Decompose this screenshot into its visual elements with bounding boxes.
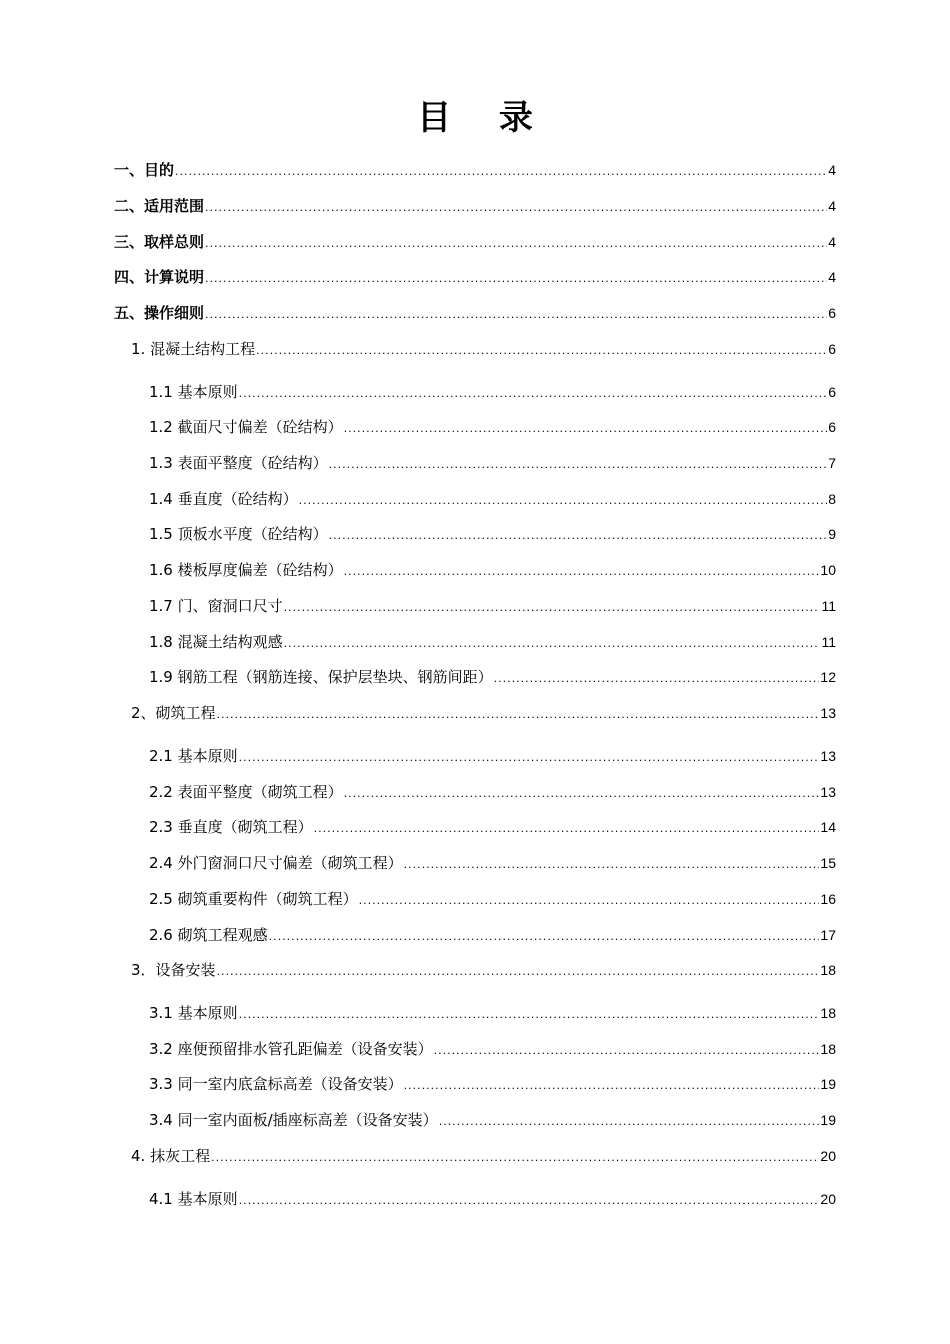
toc-entry-label: 1.7 门、窗洞口尺寸 xyxy=(149,597,283,615)
toc-page-number: 15 xyxy=(820,855,836,871)
toc-page-number: 6 xyxy=(828,419,836,435)
toc-page-number: 4 xyxy=(828,234,836,250)
dot-leader xyxy=(344,418,828,440)
toc-entry-label: 2.5 砌筑重要构件（砌筑工程） xyxy=(149,890,358,908)
dot-leader xyxy=(329,454,828,476)
toc-page-number: 18 xyxy=(820,962,836,978)
dot-leader xyxy=(494,668,820,690)
dot-leader xyxy=(359,890,820,912)
toc-entry[interactable] xyxy=(114,302,836,324)
toc-page-number: 19 xyxy=(820,1076,836,1092)
toc-page-number: 12 xyxy=(820,669,836,685)
toc-page-number: 13 xyxy=(820,784,836,800)
toc-entry[interactable] xyxy=(149,781,836,803)
dot-leader xyxy=(284,597,821,619)
toc-entry-label: 2.6 砌筑工程观感 xyxy=(149,926,268,944)
dot-leader xyxy=(239,1190,820,1212)
toc-page-number: 18 xyxy=(820,1041,836,1057)
toc-entry-label: 1. 混凝土结构工程 xyxy=(131,340,256,358)
toc-entry[interactable] xyxy=(149,745,836,767)
toc-entry-label: 三、取样总则 xyxy=(114,233,205,251)
dot-leader xyxy=(239,747,820,769)
toc-page-number: 14 xyxy=(820,819,836,835)
toc-entry[interactable] xyxy=(131,338,836,360)
toc-entry[interactable] xyxy=(149,888,836,910)
dot-leader xyxy=(175,161,827,183)
toc-page-number: 6 xyxy=(828,305,836,321)
toc-entry-label: 1.1 基本原则 xyxy=(149,383,238,401)
toc-entry-label: 3.4 同一室内面板/插座标高差（设备安装） xyxy=(149,1111,438,1129)
toc-page-number: 4 xyxy=(828,162,836,178)
toc-page-number: 7 xyxy=(828,455,836,471)
toc-entry[interactable] xyxy=(149,1002,836,1024)
toc-entry[interactable] xyxy=(149,1073,836,1095)
dot-leader xyxy=(217,704,820,726)
toc-page-number: 9 xyxy=(828,526,836,542)
dot-leader xyxy=(344,783,820,805)
dot-leader xyxy=(256,340,827,362)
dot-leader xyxy=(269,926,820,948)
toc-entry-label: 2.1 基本原则 xyxy=(149,747,238,765)
toc-entry[interactable] xyxy=(114,195,836,217)
toc-entry-label: 1.9 钢筋工程（钢筋连接、保护层垫块、钢筋间距） xyxy=(149,668,493,686)
toc-page-number: 19 xyxy=(820,1112,836,1128)
toc-page-number: 4 xyxy=(828,269,836,285)
dot-leader xyxy=(404,854,820,876)
toc-entry[interactable] xyxy=(149,1188,836,1210)
toc-entry[interactable] xyxy=(149,852,836,874)
dot-leader xyxy=(314,818,820,840)
toc-entry[interactable] xyxy=(149,452,836,474)
toc-page-number: 16 xyxy=(820,891,836,907)
toc-entry-label: 1.8 混凝土结构观感 xyxy=(149,633,283,651)
toc-page-number: 13 xyxy=(820,748,836,764)
dot-leader xyxy=(344,561,820,583)
toc-entry-label: 二、适用范围 xyxy=(114,197,205,215)
dot-leader xyxy=(404,1075,820,1097)
toc-entry[interactable] xyxy=(149,816,836,838)
toc-entry[interactable] xyxy=(149,1038,836,1060)
toc-entry[interactable] xyxy=(149,559,836,581)
toc-page-number: 18 xyxy=(820,1005,836,1021)
toc-entry-label: 1.2 截面尺寸偏差（砼结构） xyxy=(149,418,343,436)
dot-leader xyxy=(239,383,828,405)
dot-leader xyxy=(205,304,827,326)
toc-entry-label: 4. 抹灰工程 xyxy=(131,1147,211,1165)
toc-entry[interactable] xyxy=(149,381,836,403)
toc-entry-label: 1.3 表面平整度（砼结构） xyxy=(149,454,328,472)
toc-entry-label: 2.2 表面平整度（砌筑工程） xyxy=(149,783,343,801)
toc-entry[interactable] xyxy=(114,231,836,253)
toc-entry-label: 1.5 顶板水平度（砼结构） xyxy=(149,525,328,543)
toc-entry-label: 五、操作细则 xyxy=(114,304,205,322)
toc-entry[interactable] xyxy=(149,666,836,688)
dot-leader xyxy=(299,490,828,512)
dot-leader xyxy=(239,1004,820,1026)
dot-leader xyxy=(205,197,827,219)
toc-page-number: 20 xyxy=(820,1148,836,1164)
toc-page-number: 4 xyxy=(828,198,836,214)
toc-entry-label: 1.6 楼板厚度偏差（砼结构） xyxy=(149,561,343,579)
toc-entry[interactable] xyxy=(114,159,836,181)
toc-entry-label: 3.3 同一室内底盒标高差（设备安装） xyxy=(149,1075,403,1093)
toc-entry[interactable] xyxy=(149,523,836,545)
toc-entry[interactable] xyxy=(131,702,836,724)
dot-leader xyxy=(205,233,827,255)
dot-leader xyxy=(217,961,820,983)
toc-entry[interactable] xyxy=(131,959,836,981)
toc-page-number: 6 xyxy=(828,341,836,357)
toc-entry[interactable] xyxy=(131,1145,836,1167)
toc-page-number: 17 xyxy=(820,927,836,943)
dot-leader xyxy=(284,633,821,655)
dot-leader xyxy=(439,1111,820,1133)
toc-entry-label: 四、计算说明 xyxy=(114,268,205,286)
toc-page-number: 8 xyxy=(828,491,836,507)
toc-entry-label: 3.2 座便预留排水管孔距偏差（设备安装） xyxy=(149,1040,433,1058)
toc-page-number: 13 xyxy=(820,705,836,721)
dot-leader xyxy=(434,1040,820,1062)
dot-leader xyxy=(329,525,828,547)
toc-entry[interactable] xyxy=(149,1109,836,1131)
toc-entry[interactable] xyxy=(149,416,836,438)
toc-entry-label: 一、目的 xyxy=(114,161,175,179)
toc-entry[interactable] xyxy=(149,924,836,946)
toc-page-number: 10 xyxy=(820,562,836,578)
toc-entry-label: 3．设备安装 xyxy=(131,961,216,979)
dot-leader xyxy=(211,1147,819,1169)
toc-entry[interactable] xyxy=(149,595,836,617)
toc-entry-label: 2.3 垂直度（砌筑工程） xyxy=(149,818,313,836)
toc-entry-label: 2.4 外门窗洞口尺寸偏差（砌筑工程） xyxy=(149,854,403,872)
toc-entry[interactable] xyxy=(149,631,836,653)
toc-page-number: 20 xyxy=(820,1191,836,1207)
toc-entry-label: 2、砌筑工程 xyxy=(131,704,216,722)
toc-entry-label: 4.1 基本原则 xyxy=(149,1190,238,1208)
toc-page-number: 11 xyxy=(821,634,836,650)
page-title: 目 录 xyxy=(417,98,551,138)
toc-entry[interactable] xyxy=(149,488,836,510)
toc-page-number: 6 xyxy=(828,384,836,400)
toc-entry[interactable] xyxy=(114,266,836,288)
toc-page-number: 11 xyxy=(821,598,836,614)
toc-entry-label: 3.1 基本原则 xyxy=(149,1004,238,1022)
toc-entry-label: 1.4 垂直度（砼结构） xyxy=(149,490,298,508)
dot-leader xyxy=(205,268,827,290)
